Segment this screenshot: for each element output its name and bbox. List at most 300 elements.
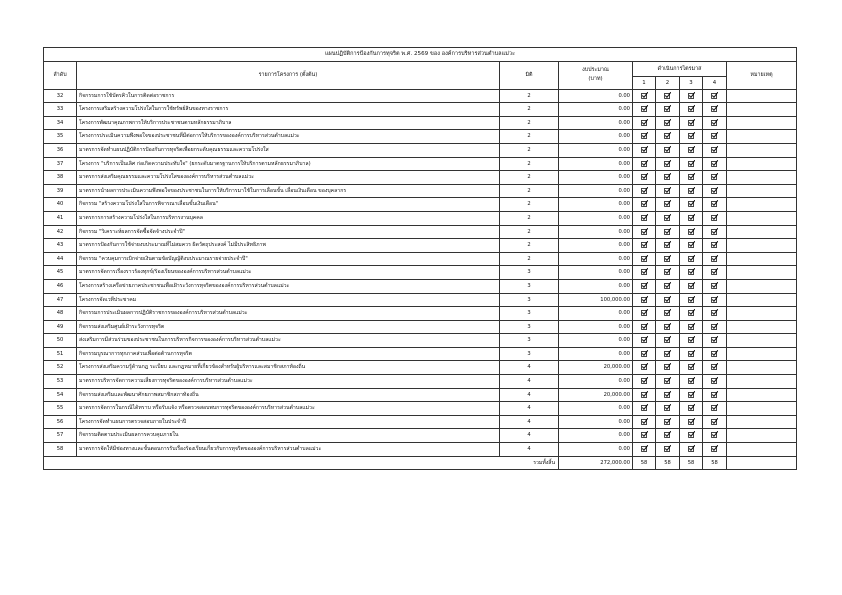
row-remark — [727, 116, 797, 130]
checked-box-icon — [711, 296, 718, 303]
row-remark — [727, 279, 797, 293]
row-q3-check — [680, 225, 703, 239]
row-no: 41 — [44, 211, 77, 225]
col-header-q1: 1 — [633, 76, 656, 89]
row-remark — [727, 239, 797, 253]
total-q1: 58 — [633, 456, 656, 470]
row-q2-check — [656, 402, 680, 416]
row-remark — [727, 347, 797, 361]
row-budget: 0.00 — [559, 334, 633, 348]
total-budget: 272,000.00 — [559, 456, 633, 470]
row-q3-check — [680, 361, 703, 375]
checked-box-icon — [664, 350, 671, 357]
checked-box-icon — [641, 350, 648, 357]
checked-box-icon — [711, 255, 718, 262]
checked-box-icon — [641, 268, 648, 275]
row-project: มาตรการป้องกันการใช้จ่ายงบประมาณที่ไม่สมควร ผิดวัตถุประสงค์ ไม่มีประสิทธิภาพ — [77, 239, 500, 253]
row-project: มาตรการส่งเสริมคุณธรรมและความโปร่งใสขององค์การบริหารส่วนตำบลแม่วะ — [77, 171, 500, 185]
checked-box-icon — [711, 105, 718, 112]
row-project: มาตรการจัดทำแผนปฏิบัติการป้องกันการทุจริตเพื่อยกระดับคุณธรรมและความโปร่งใส — [77, 143, 500, 157]
checked-box-icon — [711, 268, 718, 275]
table-row — [44, 225, 797, 239]
row-dimension: 2 — [500, 130, 559, 144]
row-q3-check — [680, 334, 703, 348]
row-budget: 0.00 — [559, 225, 633, 239]
row-remark — [727, 402, 797, 416]
table-body — [44, 89, 797, 456]
checked-box-icon — [641, 160, 648, 167]
checked-box-icon — [641, 323, 648, 330]
row-q4-check — [703, 198, 727, 212]
checked-box-icon — [688, 282, 695, 289]
row-dimension: 2 — [500, 225, 559, 239]
row-dimension: 3 — [500, 279, 559, 293]
row-project: กิจกรรม "วิเคราะห์ผลการจัดซื้อจัดจ้างประจำปี" — [77, 225, 500, 239]
checked-box-icon — [711, 241, 718, 248]
row-budget: 100,000.00 — [559, 293, 633, 307]
row-budget: 0.00 — [559, 279, 633, 293]
row-no: 46 — [44, 279, 77, 293]
table-row — [44, 443, 797, 457]
row-dimension: 3 — [500, 307, 559, 321]
row-q4-check — [703, 157, 727, 171]
row-project: โครงการจัดเวทีประชาคม — [77, 293, 500, 307]
row-dimension: 4 — [500, 361, 559, 375]
row-no: 48 — [44, 307, 77, 321]
checked-box-icon — [711, 404, 718, 411]
checked-box-icon — [641, 404, 648, 411]
checked-box-icon — [641, 296, 648, 303]
checked-box-icon — [664, 146, 671, 153]
checked-box-icon — [711, 173, 718, 180]
table-row — [44, 375, 797, 389]
checked-box-icon — [688, 132, 695, 139]
row-q3-check — [680, 198, 703, 212]
table-row — [44, 252, 797, 266]
table-row — [44, 402, 797, 416]
row-q3-check — [680, 279, 703, 293]
checked-box-icon — [664, 418, 671, 425]
row-q1-check — [633, 103, 656, 117]
row-q2-check — [656, 252, 680, 266]
row-q1-check — [633, 143, 656, 157]
table-row — [44, 320, 797, 334]
row-q1-check — [633, 116, 656, 130]
row-dimension: 4 — [500, 375, 559, 389]
row-budget: 0.00 — [559, 184, 633, 198]
table-row — [44, 415, 797, 429]
row-no: 33 — [44, 103, 77, 117]
row-q4-check — [703, 307, 727, 321]
checked-box-icon — [641, 377, 648, 384]
row-q3-check — [680, 171, 703, 185]
row-no: 39 — [44, 184, 77, 198]
row-project: มาตรการจัดการในกรณีได้ทราบ หรือรับแจ้ง หรือตรวจสอบพบการทุจริตขององค์การบริหารส่วนตำบลแม่วะ — [77, 402, 500, 416]
row-remark — [727, 307, 797, 321]
row-q4-check — [703, 443, 727, 457]
row-dimension: 4 — [500, 388, 559, 402]
row-remark — [727, 388, 797, 402]
table-row — [44, 347, 797, 361]
row-q2-check — [656, 415, 680, 429]
row-q3-check — [680, 239, 703, 253]
row-remark — [727, 361, 797, 375]
row-remark — [727, 198, 797, 212]
checked-box-icon — [664, 255, 671, 262]
row-project: มาตรการนำผลการประเมินความพึงพอใจของประชาชนในการให้บริการมาใช้ในการเลื่อนขั้น เลื่อนเงินเดือน ของบุคลากร — [77, 184, 500, 198]
row-budget: 0.00 — [559, 171, 633, 185]
checked-box-icon — [711, 187, 718, 194]
row-q4-check — [703, 320, 727, 334]
row-dimension: 2 — [500, 239, 559, 253]
row-q4-check — [703, 429, 727, 443]
row-remark — [727, 130, 797, 144]
row-budget: 0.00 — [559, 429, 633, 443]
checked-box-icon — [641, 255, 648, 262]
row-no: 38 — [44, 171, 77, 185]
row-no: 44 — [44, 252, 77, 266]
row-project: กิจกรรมส่งเสริมศูนย์เฝ้าระวังการทุจริต — [77, 320, 500, 334]
row-q2-check — [656, 443, 680, 457]
row-q2-check — [656, 116, 680, 130]
row-q3-check — [680, 211, 703, 225]
row-budget: 0.00 — [559, 130, 633, 144]
row-q2-check — [656, 347, 680, 361]
row-project: มาตรการการสร้างความโปร่งใสในการบริหารงานบุคคล — [77, 211, 500, 225]
row-q1-check — [633, 388, 656, 402]
row-q3-check — [680, 375, 703, 389]
row-q2-check — [656, 143, 680, 157]
row-project: โครงการพัฒนาคุณภาพการให้บริการประชาชนตามหลักธรรมาภิบาล — [77, 116, 500, 130]
budget-header-unit: (บาท) — [588, 76, 603, 83]
checked-box-icon — [664, 391, 671, 398]
checked-box-icon — [641, 418, 648, 425]
row-dimension: 2 — [500, 198, 559, 212]
row-q1-check — [633, 211, 656, 225]
row-no: 43 — [44, 239, 77, 253]
row-q4-check — [703, 266, 727, 280]
row-no: 50 — [44, 334, 77, 348]
row-q4-check — [703, 184, 727, 198]
checked-box-icon — [664, 431, 671, 438]
row-remark — [727, 429, 797, 443]
row-budget: 0.00 — [559, 239, 633, 253]
checked-box-icon — [664, 160, 671, 167]
row-dimension: 4 — [500, 429, 559, 443]
row-budget: 0.00 — [559, 320, 633, 334]
col-header-remark: หมายเหตุ — [727, 61, 797, 89]
row-q4-check — [703, 361, 727, 375]
col-header-q3: 3 — [680, 76, 703, 89]
row-q1-check — [633, 361, 656, 375]
table-title: แผนปฏิบัติการป้องกันการทุจริต พ.ศ. 2569 ของ องค์การบริหารส่วนตำบลแม่วะ — [44, 48, 797, 62]
row-q1-check — [633, 89, 656, 103]
row-q4-check — [703, 116, 727, 130]
row-dimension: 2 — [500, 143, 559, 157]
checked-box-icon — [641, 241, 648, 248]
row-q3-check — [680, 443, 703, 457]
col-header-q2: 2 — [656, 76, 680, 89]
table-row — [44, 89, 797, 103]
checked-box-icon — [664, 105, 671, 112]
checked-box-icon — [688, 350, 695, 357]
checked-box-icon — [711, 132, 718, 139]
checked-box-icon — [711, 228, 718, 235]
table-row — [44, 171, 797, 185]
row-budget: 0.00 — [559, 443, 633, 457]
row-project: กิจกรรม "ควบคุมการเบิกจ่ายเงินตามข้อบัญญัติงบประมาณรายจ่ายประจำปี" — [77, 252, 500, 266]
row-dimension: 2 — [500, 252, 559, 266]
row-no: 47 — [44, 293, 77, 307]
row-q2-check — [656, 429, 680, 443]
row-project: กิจกรรมการใช้บัตรคิวในการติดต่อราชการ — [77, 89, 500, 103]
table-row — [44, 157, 797, 171]
checked-box-icon — [711, 363, 718, 370]
total-q4: 58 — [703, 456, 727, 470]
checked-box-icon — [688, 404, 695, 411]
checked-box-icon — [664, 241, 671, 248]
checked-box-icon — [641, 187, 648, 194]
row-project: โครงการจัดทำแผนการตรวจสอบภายในประจำปี — [77, 415, 500, 429]
checked-box-icon — [711, 92, 718, 99]
row-no: 40 — [44, 198, 77, 212]
row-budget: 0.00 — [559, 375, 633, 389]
row-q4-check — [703, 103, 727, 117]
row-dimension: 2 — [500, 157, 559, 171]
row-q4-check — [703, 171, 727, 185]
total-q2: 58 — [656, 456, 680, 470]
checked-box-icon — [641, 445, 648, 452]
row-project: โครงการเสริมสร้างความโปร่งใสในการใช้ทรัพย์สินของทางราชการ — [77, 103, 500, 117]
row-dimension: 4 — [500, 415, 559, 429]
row-q1-check — [633, 130, 656, 144]
col-header-quarters: ดำเนินการไตรมาส — [633, 61, 727, 76]
row-dimension: 2 — [500, 116, 559, 130]
checked-box-icon — [664, 132, 671, 139]
checked-box-icon — [641, 336, 648, 343]
table-row — [44, 198, 797, 212]
row-q2-check — [656, 225, 680, 239]
row-no: 35 — [44, 130, 77, 144]
row-project: กิจกรรมการประเมินผลการปฏิบัติราชการขององค์การบริหารส่วนตำบลแม่วะ — [77, 307, 500, 321]
row-q4-check — [703, 252, 727, 266]
row-q4-check — [703, 225, 727, 239]
row-project: มาตรการบริหารจัดการความเสี่ยงการทุจริตขององค์การบริหารส่วนตำบลแม่วะ — [77, 375, 500, 389]
checked-box-icon — [711, 214, 718, 221]
row-budget: 0.00 — [559, 347, 633, 361]
row-q3-check — [680, 429, 703, 443]
row-no: 32 — [44, 89, 77, 103]
checked-box-icon — [641, 228, 648, 235]
row-q4-check — [703, 347, 727, 361]
table-row — [44, 130, 797, 144]
checked-box-icon — [641, 214, 648, 221]
checked-box-icon — [641, 431, 648, 438]
checked-box-icon — [688, 296, 695, 303]
checked-box-icon — [711, 445, 718, 452]
row-q3-check — [680, 184, 703, 198]
table-row — [44, 266, 797, 280]
table-row — [44, 279, 797, 293]
row-budget: 0.00 — [559, 307, 633, 321]
checked-box-icon — [688, 391, 695, 398]
row-q1-check — [633, 252, 656, 266]
checked-box-icon — [711, 160, 718, 167]
row-q1-check — [633, 334, 656, 348]
row-q2-check — [656, 184, 680, 198]
row-remark — [727, 375, 797, 389]
row-q4-check — [703, 415, 727, 429]
checked-box-icon — [688, 377, 695, 384]
row-budget: 0.00 — [559, 211, 633, 225]
checked-box-icon — [688, 255, 695, 262]
row-q3-check — [680, 307, 703, 321]
col-header-no: ลำดับ — [44, 61, 77, 89]
checked-box-icon — [688, 160, 695, 167]
row-remark — [727, 443, 797, 457]
row-q3-check — [680, 415, 703, 429]
row-budget: 0.00 — [559, 116, 633, 130]
row-q3-check — [680, 89, 703, 103]
row-budget: 0.00 — [559, 157, 633, 171]
row-dimension: 2 — [500, 211, 559, 225]
row-q3-check — [680, 347, 703, 361]
checked-box-icon — [664, 214, 671, 221]
checked-box-icon — [688, 418, 695, 425]
checked-box-icon — [664, 187, 671, 194]
total-q3: 58 — [680, 456, 703, 470]
row-remark — [727, 252, 797, 266]
row-q3-check — [680, 103, 703, 117]
row-q3-check — [680, 320, 703, 334]
row-no: 57 — [44, 429, 77, 443]
table-row — [44, 239, 797, 253]
row-budget: 0.00 — [559, 89, 633, 103]
row-dimension: 4 — [500, 443, 559, 457]
table-row — [44, 184, 797, 198]
row-q1-check — [633, 239, 656, 253]
table-row — [44, 211, 797, 225]
row-budget: 0.00 — [559, 402, 633, 416]
col-header-budget — [559, 61, 633, 89]
row-q4-check — [703, 239, 727, 253]
row-dimension: 3 — [500, 266, 559, 280]
row-project: โครงการประเมินความพึงพอใจของประชาชนที่มีต่อการให้บริการขององค์การบริหารส่วนตำบลแม่วะ — [77, 130, 500, 144]
row-no: 54 — [44, 388, 77, 402]
row-q3-check — [680, 388, 703, 402]
row-budget: 0.00 — [559, 103, 633, 117]
row-q2-check — [656, 293, 680, 307]
row-q4-check — [703, 143, 727, 157]
row-q1-check — [633, 443, 656, 457]
row-project: มาตรการจัดการเรื่องราวร้องทุกข์/ร้องเรียนขององค์การบริหารส่วนตำบลแม่วะ — [77, 266, 500, 280]
row-q3-check — [680, 143, 703, 157]
row-budget: 20,000.00 — [559, 361, 633, 375]
checked-box-icon — [664, 92, 671, 99]
row-remark — [727, 157, 797, 171]
checked-box-icon — [688, 214, 695, 221]
row-q2-check — [656, 361, 680, 375]
row-dimension: 3 — [500, 320, 559, 334]
row-dimension: 4 — [500, 402, 559, 416]
row-q3-check — [680, 293, 703, 307]
checked-box-icon — [641, 105, 648, 112]
checked-box-icon — [641, 92, 648, 99]
checked-box-icon — [641, 119, 648, 126]
row-budget: 0.00 — [559, 143, 633, 157]
checked-box-icon — [664, 404, 671, 411]
row-q1-check — [633, 347, 656, 361]
row-q1-check — [633, 171, 656, 185]
checked-box-icon — [688, 363, 695, 370]
row-q1-check — [633, 402, 656, 416]
table-row — [44, 293, 797, 307]
row-q2-check — [656, 334, 680, 348]
row-dimension: 2 — [500, 89, 559, 103]
checked-box-icon — [688, 173, 695, 180]
table-row — [44, 116, 797, 130]
table-row — [44, 334, 797, 348]
row-q1-check — [633, 184, 656, 198]
checked-box-icon — [688, 105, 695, 112]
row-project: โครงการสร้างเครือข่ายภาคประชาชนเพื่อเฝ้าระวังการทุจริตขององค์การบริหารส่วนตำบลแม่วะ — [77, 279, 500, 293]
row-q2-check — [656, 130, 680, 144]
row-q2-check — [656, 279, 680, 293]
row-q2-check — [656, 157, 680, 171]
row-dimension: 3 — [500, 347, 559, 361]
row-no: 49 — [44, 320, 77, 334]
row-remark — [727, 211, 797, 225]
row-q3-check — [680, 130, 703, 144]
row-remark — [727, 415, 797, 429]
row-q1-check — [633, 429, 656, 443]
checked-box-icon — [711, 323, 718, 330]
row-budget: 20,000.00 — [559, 388, 633, 402]
checked-box-icon — [664, 228, 671, 235]
checked-box-icon — [688, 200, 695, 207]
checked-box-icon — [688, 445, 695, 452]
row-q1-check — [633, 307, 656, 321]
row-q4-check — [703, 388, 727, 402]
row-remark — [727, 171, 797, 185]
row-q4-check — [703, 130, 727, 144]
checked-box-icon — [688, 336, 695, 343]
checked-box-icon — [688, 146, 695, 153]
table-row — [44, 361, 797, 375]
row-no: 37 — [44, 157, 77, 171]
checked-box-icon — [711, 350, 718, 357]
row-budget: 0.00 — [559, 266, 633, 280]
row-q2-check — [656, 307, 680, 321]
checked-box-icon — [711, 119, 718, 126]
row-q4-check — [703, 211, 727, 225]
checked-box-icon — [688, 431, 695, 438]
row-project: โครงการส่งเสริมความรู้ด้านกฎ ระเบียบ และกฎหมายที่เกี่ยวข้องสำหรับผู้บริหารและสมาชิกสภาท้องถิ่น — [77, 361, 500, 375]
row-q2-check — [656, 103, 680, 117]
checked-box-icon — [641, 363, 648, 370]
row-budget: 0.00 — [559, 198, 633, 212]
checked-box-icon — [711, 431, 718, 438]
row-remark — [727, 293, 797, 307]
row-no: 53 — [44, 375, 77, 389]
row-q1-check — [633, 415, 656, 429]
checked-box-icon — [711, 146, 718, 153]
total-label: รวมทั้งสิ้น — [44, 456, 559, 470]
row-budget: 0.00 — [559, 415, 633, 429]
row-q3-check — [680, 116, 703, 130]
checked-box-icon — [664, 268, 671, 275]
checked-box-icon — [664, 296, 671, 303]
